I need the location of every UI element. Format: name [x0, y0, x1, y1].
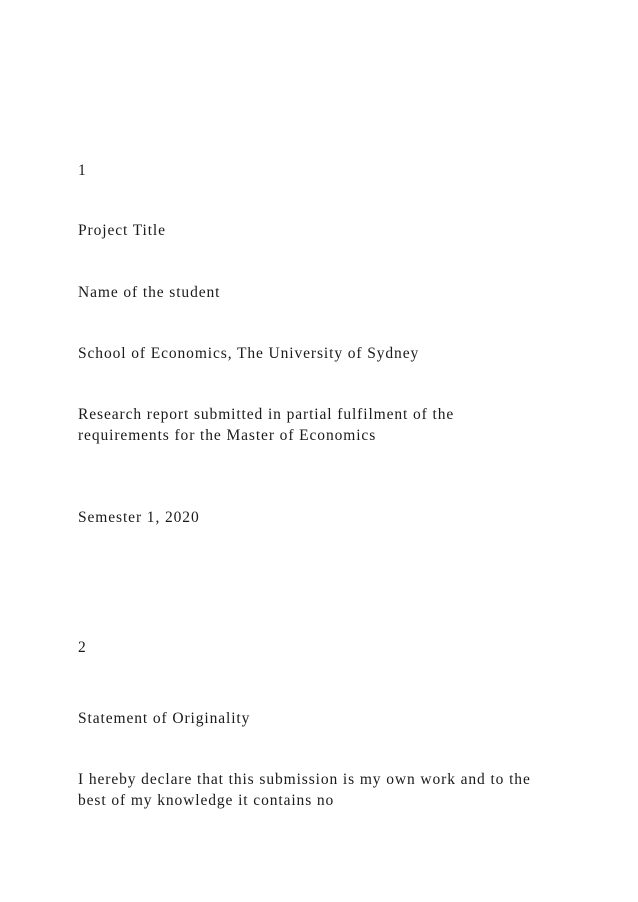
student-name: Name of the student — [78, 284, 221, 301]
school-name: School of Economics, The University of Sydney — [78, 345, 420, 362]
page-number-1: 1 — [78, 162, 87, 179]
page-number-2: 2 — [78, 639, 87, 656]
semester: Semester 1, 2020 — [78, 509, 200, 526]
report-description-line-1: Research report submitted in partial fulfilment of the — [78, 406, 455, 423]
statement-text-line-2: best of my knowledge it contains no — [78, 792, 335, 809]
statement-text-line-1: I hereby declare that this submission is my own work and to the — [78, 771, 531, 788]
project-title: Project Title — [78, 222, 166, 239]
report-description-line-2: requirements for the Master of Economics — [78, 427, 377, 444]
statement-heading: Statement of Originality — [78, 710, 251, 727]
